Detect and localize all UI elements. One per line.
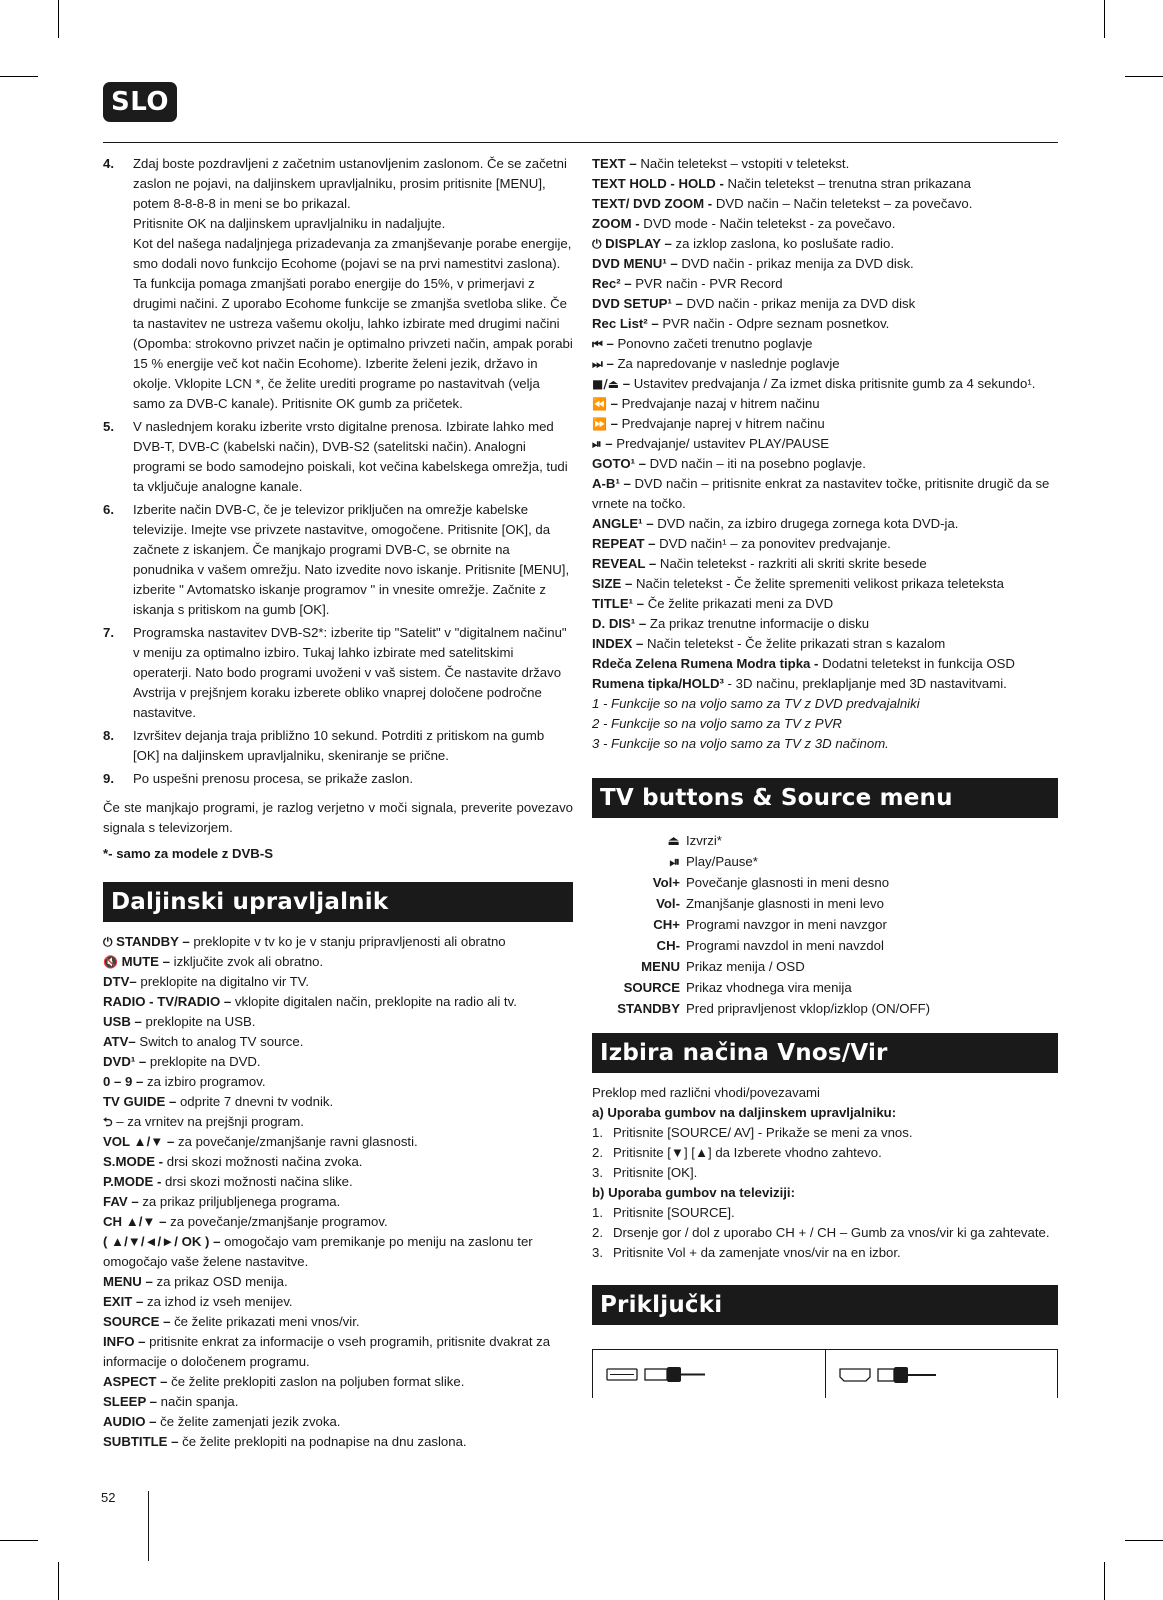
remote-key-name: INDEX – [592,636,644,651]
remote-key-desc: DVD način – pritisnite enkrat za nastavitev točke, pritisnite drugič da se vrnete na točko. [592,476,1050,511]
remote-key-name: – [601,436,613,451]
remote-key-desc: DVD način - prikaz menija za DVD disk [682,296,916,311]
remote-key-name: DVD MENU¹ – [592,256,678,271]
source-step [592,1123,1058,1143]
remote-key-desc: Dodatni teletekst in funkcija OSD [818,656,1015,671]
tv-button-row [592,893,1058,914]
connectors-box [592,1349,1058,1398]
remote-key-entry [103,1372,573,1392]
remote-key-icon: ⮌ [103,1115,113,1129]
remote-key-entry [103,952,573,972]
remote-key-entry [592,254,1058,274]
remote-key-name: 0 – 9 – [103,1074,144,1089]
remote-key-desc: za prikaz OSD menija. [152,1274,288,1289]
remote-key-desc: vklopite digitalen način, preklopite na radio ali tv. [231,994,517,1009]
source-step-number: 3. [592,1245,603,1260]
remote-key-entry [592,194,1058,214]
remote-key-icon: ⏻ [592,237,602,251]
crop-mark [1125,76,1163,77]
remote-key-entry [103,1112,573,1132]
step-text [133,417,573,497]
remote-key-name: P.MODE - [103,1174,162,1189]
remote-key-name: – [606,396,618,411]
step-number: 6. [103,502,114,517]
remote-key-entry [103,1232,573,1272]
tv-button-desc: Prikaz vhodnega vira menija [686,980,852,995]
connectors-heading: Priključki [592,1285,1058,1325]
remote-key-name: MENU – [103,1274,153,1289]
remote-key-entry [592,334,1058,354]
remote-key-name: Rec List² – [592,316,659,331]
remote-key-entry [592,634,1058,654]
remote-key-name: INFO – [103,1334,146,1349]
tv-button-name: Vol- [656,896,680,911]
remote-key-name: TEXT – [592,156,637,171]
remote-key-entry [592,614,1058,634]
source-tv-steps [592,1203,1058,1263]
crop-mark [1104,1562,1105,1600]
tv-button-name: ⏯ [669,854,680,869]
remote-key-entry [592,674,1058,694]
tv-button-desc: Pred pripravljenost vklop/izklop (ON/OFF) [686,1001,931,1016]
remote-key-entry [103,1092,573,1112]
step-paragraph: Izvršitev dejanja traja približno 10 sekund. Potrditi z pritiskom na gumb [OK] na daljinskem upravljalniku, skeniranje se prične. [133,728,545,763]
step-number: 7. [103,625,114,640]
remote-key-desc: Način teletekst - Če želite spremeniti velikost prikaza teleteksta [632,576,1004,591]
remote-key-name: EXIT – [103,1294,144,1309]
step-number: 4. [103,156,114,171]
remote-key-entry [103,1272,573,1292]
remote-key-desc: če želite zamenjati jezik zvoka. [156,1414,341,1429]
usb-connector-cell [593,1350,825,1398]
remote-key-desc: za povečanje/zmanjšanje ravni glasnosti. [174,1134,418,1149]
remote-key-name: CH ▲/▼ – [103,1214,167,1229]
source-intro: Preklop med različni vhodi/povezavami [592,1085,820,1100]
step-paragraph: Po uspešni prenosu procesa, se prikaže zaslon. [133,771,414,786]
tv-button-row [592,851,1058,872]
tv-button-desc: Povečanje glasnosti in meni desno [686,875,890,890]
tv-button-name: SOURCE [623,980,680,995]
tv-button-desc: Play/Pause* [686,854,758,869]
source-remote-title: a) Uporaba gumbov na daljinskem upravljalniku: [592,1105,897,1120]
tv-button-desc: Programi navzgor in meni navzgor [686,917,887,932]
remote-key-desc: Predvajanje/ ustavitev PLAY/PAUSE [612,436,830,451]
page-number: 52 [101,1490,116,1505]
remote-key-name: TV GUIDE – [103,1094,177,1109]
remote-key-name: MUTE – [117,954,170,969]
remote-key-name: DISPLAY – [601,236,672,251]
tv-button-desc: Prikaz menija / OSD [686,959,805,974]
remote-key-name: GOTO¹ – [592,456,646,471]
footnote-line: 2 - Funkcije so na voljo samo za TV z PVR [592,716,842,731]
source-step-number: 2. [592,1145,603,1160]
remote-key-desc: - 3D načinu, preklapljanje med 3D nastavitvami. [723,676,1007,691]
language-badge: SLO [103,82,177,122]
tv-button-name: MENU [641,959,680,974]
remote-key-entry [592,314,1058,334]
remote-key-entry [592,374,1058,394]
source-step-number: 3. [592,1165,603,1180]
remote-key-entry [592,434,1058,454]
page-number-rule [148,1491,149,1561]
remote-key-name: DTV– [103,974,137,989]
step-number: 5. [103,419,114,434]
remote-control-heading: Daljinski upravljalnik [103,882,573,922]
remote-key-desc: za izklop zaslona, ko poslušate radio. [671,236,894,251]
remote-key-desc: preklopite na digitalno vir TV. [136,974,309,989]
tv-buttons-table [592,830,1058,1019]
setup-step [103,417,573,497]
header-rule [103,142,1058,143]
remote-key-entry [103,1212,573,1232]
step-paragraph: Zdaj boste pozdravljeni z začetnim ustanovljenim zaslonom. Če se začetni zaslon ne pojavi, na daljinskem upravljalniku, prosim pritisnite [MENU], potem 8-8-8-8 in meni se bo prikazal. [133,156,567,211]
remote-key-name: TEXT HOLD - HOLD - [592,176,724,191]
remote-key-name: VOL ▲/▼ – [103,1134,175,1149]
step-paragraph: Pritisnite OK na daljinskem upravljalniku in nadaljujte. [133,216,446,231]
remote-key-desc: drsi skozi možnosti načina slike. [161,1174,353,1189]
step-number: 9. [103,771,114,786]
remote-key-name: TITLE¹ – [592,596,645,611]
remote-key-entry [592,454,1058,474]
remote-key-desc: Predvajanje naprej v hitrem načinu [617,416,825,431]
setup-steps [103,154,573,789]
remote-key-desc: Ustavitev predvajanja / Za izmet diska pritisnite gumb za 4 sekundo¹. [630,376,1036,391]
remote-key-entry [592,294,1058,314]
source-step-number: 1. [592,1205,603,1220]
remote-key-entry [592,274,1058,294]
source-step [592,1223,1058,1243]
tv-button-name: Vol+ [652,875,680,890]
remote-key-name: REVEAL – [592,556,657,571]
left-column [103,154,573,1452]
remote-key-entry [103,932,573,952]
tv-button-row [592,872,1058,893]
hdmi-connector-cell [825,1350,1058,1398]
step-number: 8. [103,728,114,743]
source-step [592,1143,1058,1163]
setup-step [103,500,573,620]
remote-key-name: ATV– [103,1034,136,1049]
remote-key-name: ZOOM - [592,216,640,231]
setup-step [103,726,573,766]
remote-key-name: DVD¹ – [103,1054,147,1069]
step-text [133,726,573,766]
remote-key-desc: DVD način, za izbiro drugega zornega kota DVD-ja. [653,516,959,531]
tv-button-desc: Programi navzdol in meni navzdol [686,938,884,953]
remote-key-list-continued [592,154,1058,694]
remote-key-entry [103,1192,573,1212]
remote-key-desc: preklopite na USB. [141,1014,256,1029]
remote-key-entry [592,554,1058,574]
right-column [592,154,1058,1398]
source-step [592,1163,1058,1183]
remote-key-entry [103,1052,573,1072]
source-step-text: Pritisnite [SOURCE]. [613,1205,735,1220]
remote-key-name: ASPECT – [103,1374,168,1389]
remote-key-entry [592,214,1058,234]
step-text [133,154,573,414]
remote-key-name: Rec² – [592,276,632,291]
remote-key-entry [592,534,1058,554]
remote-key-entry [103,972,573,992]
remote-key-name: SIZE – [592,576,633,591]
step-text [133,500,573,620]
remote-key-icon: ⏯ [592,437,602,451]
remote-key-entry [103,1332,573,1372]
remote-key-name: USB – [103,1014,142,1029]
remote-key-desc: preklopite v tv ko je v stanju pripravljenosti ali obratno [189,934,506,949]
remote-key-entry [592,574,1058,594]
remote-key-desc: PVR način - Odpre seznam posnetkov. [658,316,890,331]
crop-mark [1104,0,1105,38]
tv-buttons-heading: TV buttons & Source menu [592,778,1058,818]
remote-key-entry [592,474,1058,514]
remote-key-desc: Način teletekst – vstopiti v teletekst. [636,156,850,171]
usb-connector-icon [605,1362,725,1392]
remote-key-name: Rumena tipka/HOLD³ [592,676,724,691]
remote-key-desc: Za napredovanje v naslednje poglavje [613,356,840,371]
step-paragraph: Izberite način DVB-C, če je televizor priključen na omrežje kabelske televizije. Imejte vse privzete nastavitve, omogočene. Pritisnite [OK], da začnete z iskanjem. Če manjkajo programi DVB-C, se obrnite na ponudnika v vašem omrežju. Nato izvedite novo iskanje. Pritisnite [MENU], izberite " Avtomatsko iskanje programov " in vnesite omrežje. Začnite z iskanja s pritiskom na gumb [OK]. [133,502,570,617]
tv-button-desc: Izvrzi* [686,833,722,848]
remote-key-desc: način spanja. [157,1394,239,1409]
remote-key-desc: omogočajo vam premikanje po meniju na zaslonu ter omogočajo vaše želene nastavitve. [103,1234,533,1269]
remote-key-desc: DVD način¹ – za ponovitev predvajanje. [655,536,891,551]
tv-button-row [592,998,1058,1019]
crop-mark [0,1540,38,1541]
remote-key-desc: če želite preklopiti zaslon na poljuben format slike. [167,1374,465,1389]
footnote-line: 3 - Funkcije so na voljo samo za TV z 3D načinom. [592,736,889,751]
tv-button-name: ⏏ [667,833,680,848]
remote-key-desc: drsi skozi možnosti načina zvoka. [163,1154,363,1169]
setup-step [103,769,573,789]
remote-key-desc: pritisnite enkrat za informacije o vseh programih, pritisnite dvakrat za informacije o določenem programu. [103,1334,551,1369]
remote-key-entry [103,1012,573,1032]
footnote-line: 1 - Funkcije so na voljo samo za TV z DVD predvajalniki [592,696,920,711]
remote-key-entry [103,1312,573,1332]
remote-key-icon: ⏻ [103,935,113,949]
remote-key-name: SOURCE – [103,1314,171,1329]
remote-key-entry [103,1032,573,1052]
tv-button-name: CH- [656,938,680,953]
step-paragraph: Programska nastavitev DVB-S2*: izberite tip "Satelit" v "digitalnem načinu" v meniju za optimalno izbiro. Tukaj lahko izbirate med satelitskimi operaterji. Nato bodo programi uvoženi v vaš sistem. Če nastavite državo Avstrija v prejšnjem koraku izberete obliko vnaprej določene področne nastavitve. [133,625,567,720]
remote-key-desc: Način teletekst - Če želite prikazati stran s kazalom [643,636,946,651]
remote-key-entry [103,1132,573,1152]
remote-key-icon: ⏭ [592,357,603,371]
remote-key-entry [592,594,1058,614]
remote-key-name: DVD SETUP¹ – [592,296,683,311]
source-step [592,1243,1058,1263]
remote-key-entry [103,1392,573,1412]
remote-key-name: D. DIS¹ – [592,616,647,631]
remote-key-entry [103,1072,573,1092]
remote-key-name: REPEAT – [592,536,656,551]
crop-mark [1125,1540,1163,1541]
remote-key-desc: za prikaz priljubljenega programa. [138,1194,341,1209]
source-step [592,1203,1058,1223]
remote-key-desc: Če želite prikazati meni za DVD [644,596,834,611]
remote-key-icon: ■/⏏ [592,377,620,391]
remote-key-icon: ⏩ [592,417,607,431]
remote-key-name: SUBTITLE – [103,1434,179,1449]
source-step-number: 1. [592,1125,603,1140]
tv-button-row [592,830,1058,851]
remote-key-name: A-B¹ – [592,476,631,491]
crop-mark [58,1562,59,1600]
remote-key-desc: Predvajanje nazaj v hitrem načinu [617,396,820,411]
remote-key-icon: 🔇 [103,955,118,969]
remote-key-desc: Način teletekst – trenutna stran prikazana [723,176,971,191]
remote-key-name: – [602,356,614,371]
remote-key-name: Rdeča Zelena Rumena Modra tipka - [592,656,819,671]
remote-key-entry [103,992,573,1012]
source-heading: Izbira načina Vnos/Vir [592,1033,1058,1073]
remote-key-name: SLEEP – [103,1394,157,1409]
remote-key-entry [103,1412,573,1432]
remote-key-name: S.MODE - [103,1154,164,1169]
remote-key-desc: za izbiro programov. [143,1074,266,1089]
remote-key-icon: ⏪ [592,397,607,411]
remote-key-desc: odprite 7 dnevni tv vodnik. [176,1094,334,1109]
remote-key-name: RADIO - TV/RADIO – [103,994,232,1009]
remote-key-name: TEXT/ DVD ZOOM - [592,196,713,211]
tv-button-row [592,935,1058,956]
remote-key-name: STANDBY – [112,934,190,949]
tv-button-desc: Zmanjšanje glasnosti in meni levo [686,896,884,911]
remote-key-desc: Za prikaz trenutne informacije o disku [646,616,870,631]
remote-key-entry [592,654,1058,674]
source-step-text: Pritisnite [SOURCE/ AV] - Prikaže se meni za vnos. [613,1125,913,1140]
step-paragraph: Kot del našega nadaljnjega prizadevanja za zmanjševanje porabe energije, smo dodali novo funkcijo Ecohome (pojavi se na prvi namestitvi zaslona). Ta funkcija pomaga zmanjšati porabo energije do 15%, v primerjavi z drugimi načini. Z uporabo Ecohome funkcije se zmanjša svetloba slike. Če ta nastavitev ne ustreza vašemu okolju, lahko izbirate med drugimi načini (Opomba: strokovno privzet način je optimalno privzeti način, ampak porabi 15 % energije več kot način Ecohome). Izberite želeni jezik, državo in okolje. Vklopite LCN *, če želite urediti programe po nastavitvah (velja samo za DVB-C kanale). Pritisnite OK gumb za pričetek. [133,236,573,411]
step-paragraph: V naslednjem koraku izberite vrsto digitalne prenosa. Izbirate lahko med DVB-T, DVB-C (kabelski način), DVB-S2 (satelitski način). Analogni programi se bodo samodejno poiskali, kot večina kabelskega omrežja, tudi ta vključuje analogne kanale. [133,419,568,494]
tv-button-name: CH+ [653,917,680,932]
remote-key-desc: Način teletekst - razkriti ali skriti skrite besede [656,556,927,571]
remote-key-desc: PVR način - PVR Record [631,276,783,291]
remote-key-entry [592,354,1058,374]
remote-key-desc: izključite zvok ali obratno. [169,954,324,969]
remote-key-entry [592,154,1058,174]
step-text [133,623,573,723]
remote-key-entry [103,1152,573,1172]
remote-key-name: ( ▲/▼/◄/►/ OK ) – [103,1234,221,1249]
remote-key-entry [592,394,1058,414]
remote-key-entry [103,1172,573,1192]
remote-key-desc: za izhod iz vseh menijev. [143,1294,293,1309]
remote-key-entry [592,234,1058,254]
function-notes [592,694,1058,754]
remote-key-desc: DVD način – Način teletekst – za povečavo. [712,196,973,211]
tv-button-row [592,977,1058,998]
remote-key-entry [592,414,1058,434]
tv-button-row [592,914,1058,935]
remote-key-desc: Ponovno začeti trenutno poglavje [613,336,813,351]
remote-key-desc: DVD način - prikaz menija za DVD disk. [677,256,914,271]
remote-key-name: AUDIO – [103,1414,157,1429]
remote-key-name: – [619,376,631,391]
remote-key-entry [103,1292,573,1312]
remote-key-desc: če želite prikazati meni vnos/vir. [170,1314,360,1329]
source-tv-title: b) Uporaba gumbov na televiziji: [592,1185,795,1200]
crop-mark [0,76,38,77]
source-step-text: Pritisnite [▼] [▲] da Izberete vhodno zahtevo. [613,1145,882,1160]
remote-key-desc: DVD mode - Način teletekst - za povečavo. [639,216,896,231]
crop-mark [58,0,59,38]
hdmi-connector-icon [838,1362,958,1392]
remote-key-entry [103,1432,573,1452]
remote-key-desc: če želite preklopiti na podnapise na dnu zaslona. [178,1434,467,1449]
remote-key-entry [592,174,1058,194]
tv-button-name: STANDBY [617,1001,680,1016]
remote-key-desc: DVD način – iti na posebno poglavje. [645,456,866,471]
tv-button-row [592,956,1058,977]
step-text [133,769,573,789]
remote-key-icon: ⏮ [592,337,603,351]
source-step-text: Pritisnite [OK]. [613,1165,698,1180]
remote-key-desc: Switch to analog TV source. [135,1034,304,1049]
remote-key-desc: – za vrnitev na prejšnji program. [112,1114,304,1129]
remote-key-name: FAV – [103,1194,139,1209]
source-step-number: 2. [592,1225,603,1240]
setup-step [103,154,573,414]
remote-key-desc: preklopite na DVD. [146,1054,261,1069]
remote-key-name: – [606,416,618,431]
signal-note: Če ste manjkajo programi, je razlog verjetno v moči signala, preverite povezavo signala s televizorjem. [103,800,573,835]
remote-key-desc: za povečanje/zmanjšanje programov. [166,1214,388,1229]
remote-key-list [103,932,573,1452]
source-remote-steps [592,1123,1058,1183]
setup-step [103,623,573,723]
source-step-text: Drsenje gor / dol z uporabo CH + / CH – Gumb za vnos/vir ki ga zahtevate. [613,1225,1050,1240]
remote-key-name: ANGLE¹ – [592,516,654,531]
remote-key-entry [592,514,1058,534]
remote-key-name: – [602,336,614,351]
dvbs-footnote: *- samo za modele z DVB-S [103,846,274,861]
source-step-text: Pritisnite Vol + da zamenjate vnos/vir na en izbor. [613,1245,901,1260]
